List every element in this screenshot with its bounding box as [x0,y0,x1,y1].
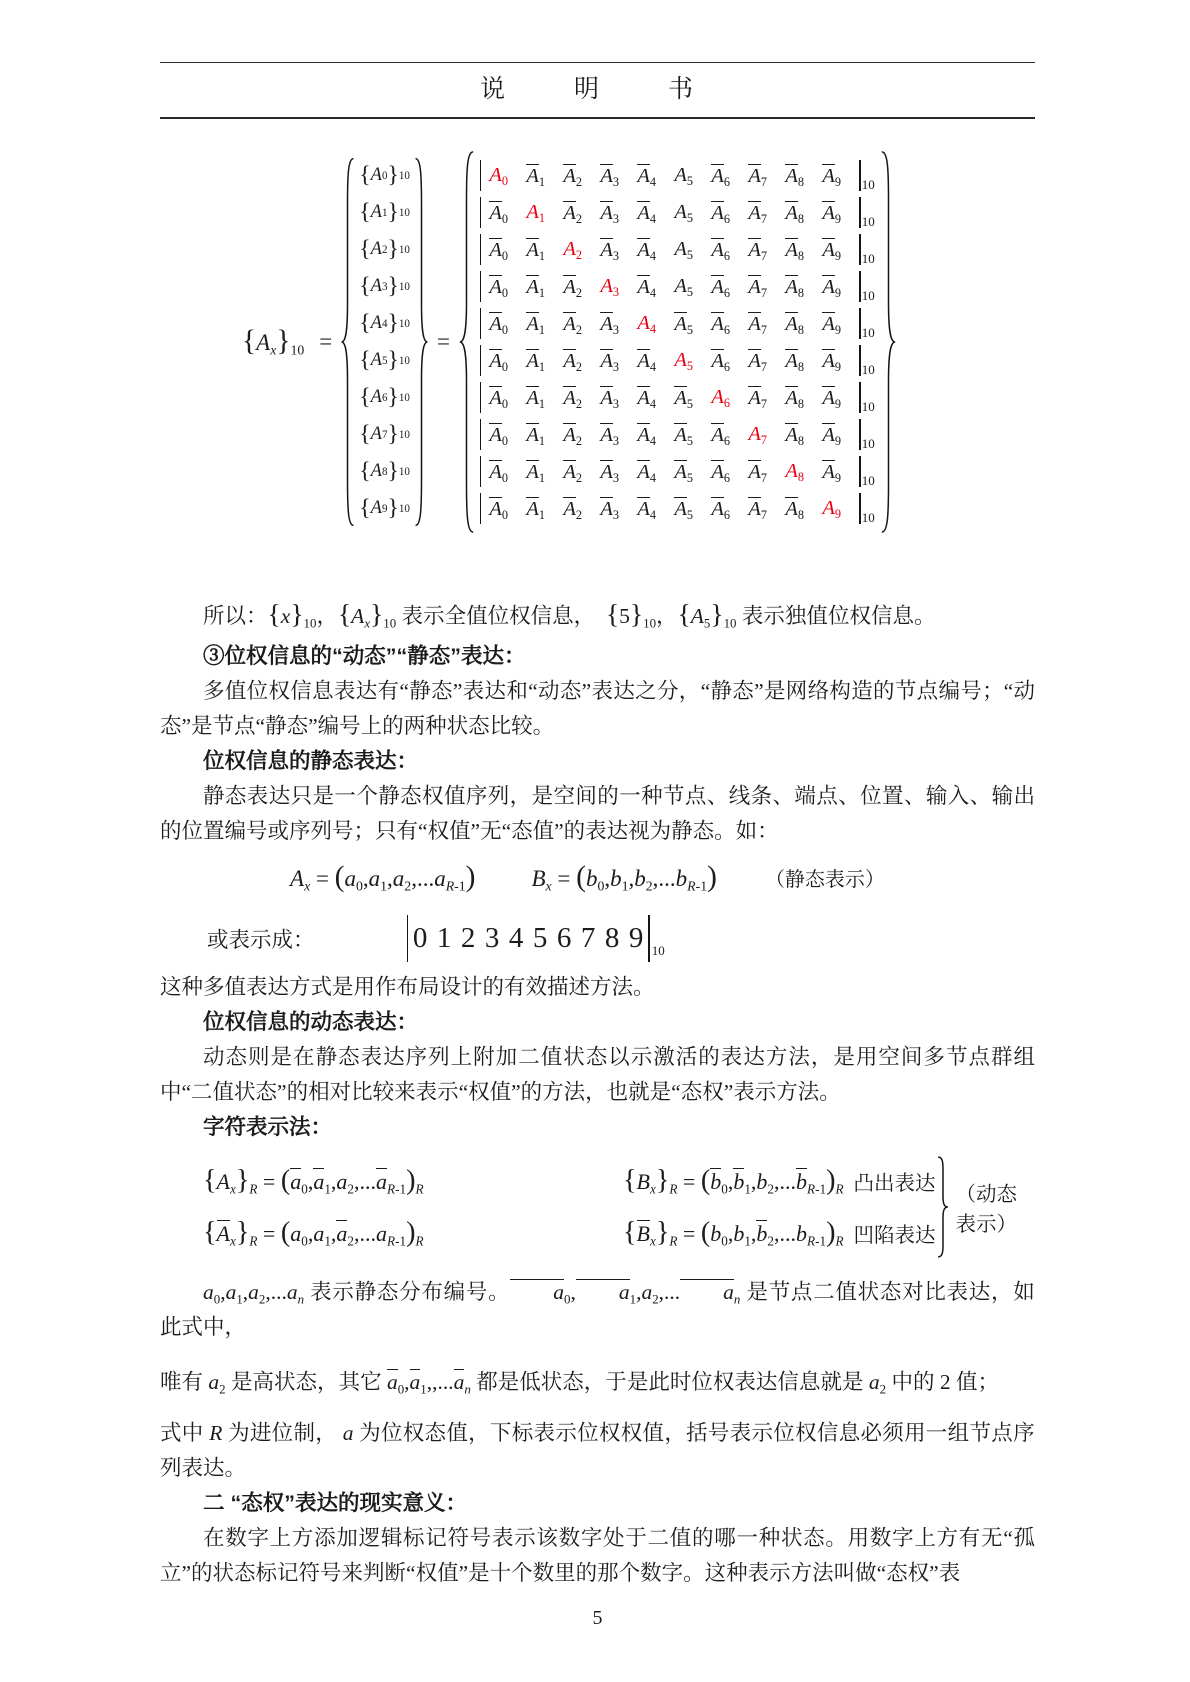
vector-entry: { A 3 } 10 [359,272,410,299]
row-left-bar [480,382,481,413]
matrix-cell: $A_9$ [822,238,842,263]
vector-entry: { A 1 } 10 [359,198,410,225]
weight-matrix-equation [242,143,1035,541]
section-heading-dynamic: 位权信息的动态表达： [203,1010,419,1035]
row-right-bar [859,493,860,524]
recess-label: 凹陷表达 [853,1225,936,1248]
matrix-cell: $A_5$ [674,423,694,448]
matrix-cell: $A_4$ [637,275,657,300]
left-curly-brace [339,151,356,533]
digit: 9 [628,921,644,954]
matrix-cell: $A_7$ [748,349,768,374]
matrix-cell: $A_8$ [785,497,805,522]
row-right-bar [859,456,860,487]
matrix-cell: $A_3$ [600,423,620,448]
static-formula-b: $B_x = (b_0,b_1,b_2,...b_{R-1})$ [531,861,717,894]
matrix-cell: $A_5$ [674,164,694,189]
vector-entry: { A 6 } 10 [359,383,410,410]
row-radix-subscript: 10 [861,288,875,303]
paragraph-nodes: $a_0,a_1,a_2,...a_n$ 表示静态分布编号。 $a_0$, $a_1,a_2$,... $a_n$ 是节点二值状态对比表达，如此式中， [160,1280,1035,1340]
matrix-cell: $A_4$ [637,349,657,374]
paragraph-layout: 这种多值表达方式是用作布局设计的有效描述方法。 [160,975,655,1000]
dynamic-formula-c: $\{A_x\}_R = (a_0,a_1,a_2,...a_{R-1})_R$ [203,1217,424,1249]
dynamic-formula-a: $\{A_x\}_R = (a_0,a_1,a_2,...a_{R-1})_R$ [203,1165,424,1197]
matrix-cell: $A_8$ [785,386,805,411]
static-formula-note: （静态表示） [764,869,885,892]
matrix-cell: $A_9$ [822,349,842,374]
matrix-cell: $A_1$ [526,386,546,411]
matrix-row [480,453,875,490]
matrix-cell: $A_4$ [637,497,657,522]
equation-lhs: $\{A_x\}_{10}$ [242,325,305,358]
equals-sign: = [319,329,333,354]
matrix-cell: $A_7$ [748,386,768,411]
right-curly-brace [936,1155,950,1259]
row-radix-subscript: 10 [861,473,875,488]
matrix-cell: $A_0$ [489,275,509,300]
matrix-cell: $A_2$ [563,275,583,300]
matrix-cell: $A_4$ [637,312,657,337]
matrix-cell: $A_0$ [489,201,509,226]
matrix-cell: $A_3$ [600,201,620,226]
matrix-cell: $A_2$ [563,238,583,263]
vector-entry: { A 8 } 10 [359,457,410,484]
matrix-cell: $A_6$ [711,238,731,263]
row-radix-subscript: 10 [861,325,875,340]
digit-sequence [407,915,665,962]
matrix-cell: $A_8$ [785,238,805,263]
row-right-bar [859,234,860,265]
paragraph-notation: 式中 R 为进位制， a 为位权态值，下标表示位权权值，括号表示位权信息必须用一组节点序列表达。 [160,1421,1035,1481]
matrix-cell: $A_2$ [563,423,583,448]
section-heading-static: 位权信息的静态表达： [203,749,419,773]
matrix-cell: $A_3$ [600,164,620,189]
vector-entry: { A 7 } 10 [359,420,410,447]
matrix-row [480,268,875,305]
matrix-cell: $A_4$ [637,201,657,226]
matrix-cell: $A_2$ [563,497,583,522]
static-formula-a: $A_x = (a_0,a_1,a_2,...a_{R-1})$ [290,861,476,894]
matrix-cell: $A_3$ [600,497,620,522]
dynamic-formula-rows [203,1155,936,1259]
right-curly-brace [413,151,430,533]
matrix-cell: $A_9$ [822,201,842,226]
matrix-cell: $A_8$ [785,349,805,374]
matrix-row [480,416,875,453]
digit-list [408,922,648,955]
right-bar [648,915,650,962]
matrix-cell: $A_4$ [637,238,657,263]
vector-entry: { A 9 } 10 [359,494,410,521]
matrix-cell: $A_1$ [526,349,546,374]
matrix-cell: $A_5$ [674,238,694,263]
matrix-cell: $A_8$ [785,460,805,485]
matrix-cell: $A_2$ [563,460,583,485]
matrix-cell: $A_1$ [526,275,546,300]
dynamic-formula-block [203,1155,1035,1259]
matrix-cell: $A_8$ [785,164,805,189]
row-right-bar [859,160,860,191]
matrix-cell: $A_3$ [600,386,620,411]
matrix-cell: $A_3$ [600,460,620,485]
matrix-cell: $A_6$ [711,386,731,411]
digit: 6 [556,921,572,954]
matrix-cell: $A_7$ [748,238,768,263]
matrix-cell: $A_6$ [711,275,731,300]
matrix-cell: $A_6$ [711,497,731,522]
row-left-bar [480,456,481,487]
matrix-cell: $A_4$ [637,386,657,411]
matrix-cell: $A_0$ [489,423,509,448]
matrix-cell: $A_6$ [711,460,731,485]
matrix-cell: $A_9$ [822,497,842,522]
matrix-row [480,342,875,379]
row-radix-subscript: 10 [861,177,875,192]
matrix-cell: $A_4$ [637,460,657,485]
matrix-cell: $A_9$ [822,275,842,300]
matrix-row [480,490,875,527]
or-express-label: 或表示成： [207,927,315,952]
matrix-cell: $A_2$ [563,386,583,411]
matrix-cell: $A_9$ [822,423,842,448]
matrix-cell: $A_4$ [637,164,657,189]
digit: 5 [532,921,548,954]
equation-vector-entries [359,157,410,527]
right-curly-brace [879,144,898,540]
page-body [160,62,1035,1630]
conclusion-line: 所以：$\{x\}_{10}$，$\{A_x\}_{10}$ 表示全值位权信息， $\{5\}_{10}$，$\{A_5\}_{10}$ 表示独值位权信息。 [203,598,936,631]
matrix-cell: $A_5$ [674,497,694,522]
matrix-cell: $A_3$ [600,238,620,263]
static-formula-row [290,863,1035,892]
dynamic-formula-row-2 [203,1207,936,1259]
matrix-cell: $A_0$ [489,349,509,374]
matrix-cell: $A_8$ [785,423,805,448]
matrix-cell: $A_1$ [526,423,546,448]
matrix-row [480,379,875,416]
matrix-cell: $A_9$ [822,164,842,189]
matrix-cell: $A_7$ [748,201,768,226]
matrix-cell: $A_0$ [489,164,509,189]
matrix-cell: $A_1$ [526,238,546,263]
row-left-bar [480,345,481,376]
matrix-cell: $A_8$ [785,201,805,226]
matrix-cell: $A_6$ [711,349,731,374]
digit: 4 [508,921,524,954]
matrix-cell: $A_5$ [674,312,694,337]
dynamic-formula-b: $\{B_x\}_R = (b_0,b_1,b_2,...b_{R-1})_R$ [623,1165,844,1197]
matrix-cell: $A_7$ [748,423,768,448]
matrix-cell: $A_6$ [711,312,731,337]
paragraph-dynamic: 动态则是在静态表达序列上附加二值状态以示激活的表达方法，是用空间多节点群组中“二值状态”的相对比较来表示“权值”的方法，也就是“态权”表示方法。 [160,1045,1035,1105]
row-left-bar [480,419,481,450]
matrix-cell: $A_3$ [600,312,620,337]
matrix-cell: $A_0$ [489,497,509,522]
header-rule-bottom [160,117,1035,119]
row-radix-subscript: 10 [861,214,875,229]
matrix-cell: $A_2$ [563,201,583,226]
digit: 1 [436,921,452,954]
matrix-cell: $A_5$ [674,275,694,300]
digit-sequence-row [207,912,1035,964]
matrix-cell: $A_1$ [526,312,546,337]
paragraph-meaning: 在数字上方添加逻辑标记符号表示该数字处于二值的哪一种状态。用数字上方有无“孤立”的状态标记符号来判断“权值”是十个数里的那个数字。这种表示方法叫做“态权”表 [160,1526,1035,1586]
vector-entry: { A 4 } 10 [359,309,410,336]
document-title: 说 明 书 [479,76,715,103]
vector-entry: { A 2 } 10 [359,235,410,262]
matrix-cell: $A_3$ [600,349,620,374]
matrix-cell: $A_2$ [563,312,583,337]
page-number: 5 [592,1607,603,1630]
matrix-cell: $A_0$ [489,386,509,411]
matrix-cell: $A_6$ [711,423,731,448]
matrix-cell: $A_5$ [674,386,694,411]
matrix-cell: $A_6$ [711,201,731,226]
left-curly-brace [457,144,476,540]
matrix-cell: $A_1$ [526,497,546,522]
row-right-bar [859,308,860,339]
matrix-row [480,194,875,231]
section-heading-dynamic-static: ③位权信息的“动态”“静态”表达： [203,644,526,668]
matrix-cell: $A_2$ [563,164,583,189]
matrix-cell: $A_9$ [822,312,842,337]
digit: 3 [484,921,500,954]
row-left-bar [480,308,481,339]
row-left-bar [480,197,481,228]
row-right-bar [859,382,860,413]
paragraph-static: 静态表达只是一个静态权值序列，是空间的一种节点、线条、端点、位置、输入、输出的位置编号或序列号；只有“权值”无“态值”的表达视为静态。如： [160,784,1035,843]
digit: 0 [412,921,428,954]
vector-entry: { A 5 } 10 [359,346,410,373]
dynamic-note: （动态表示） [955,1184,1018,1237]
equals-sign: = [436,329,450,354]
matrix-cell: $A_9$ [822,386,842,411]
digit: 8 [604,921,620,954]
matrix-cell: $A_0$ [489,238,509,263]
vector-entry: { A 0 } 10 [359,161,410,188]
matrix-cell: $A_2$ [563,349,583,374]
radix-subscript: 10 [651,942,665,958]
matrix-cell: $A_5$ [674,460,694,485]
matrix-row [480,157,875,194]
section-heading-meaning: 二 “态权”表达的现实意义： [203,1491,467,1516]
row-radix-subscript: 10 [861,251,875,266]
matrix-cell: $A_3$ [600,275,620,300]
matrix-cell: $A_4$ [637,423,657,448]
matrix-cell: $A_6$ [711,164,731,189]
matrix-cell: $A_5$ [674,349,694,374]
digit: 2 [460,921,476,954]
matrix-cell: $A_9$ [822,460,842,485]
matrix-cell: $A_7$ [748,275,768,300]
dynamic-formula-row-1 [203,1155,936,1207]
equation-matrix-rows [480,157,875,527]
row-left-bar [480,271,481,302]
row-right-bar [859,419,860,450]
matrix-cell: $A_1$ [526,201,546,226]
matrix-row [480,231,875,268]
row-radix-subscript: 10 [861,510,875,525]
matrix-cell: $A_0$ [489,460,509,485]
matrix-cell: $A_8$ [785,312,805,337]
protrude-label: 凸出表达 [853,1173,936,1196]
matrix-cell: $A_1$ [526,460,546,485]
row-left-bar [480,160,481,191]
matrix-cell: $A_1$ [526,164,546,189]
digit: 7 [580,921,596,954]
row-left-bar [480,234,481,265]
matrix-cell: $A_7$ [748,497,768,522]
row-radix-subscript: 10 [861,399,875,414]
matrix-cell: $A_7$ [748,164,768,189]
dynamic-formula-d: $\{B_x\}_R = (b_0,b_1,b_2,...b_{R-1})_R$ [623,1217,844,1249]
paragraph-intro: 多值位权信息表达有“静态”表达和“动态”表达之分，“静态”是网络构造的节点编号；“动态”是节点“静态”编号上的两种状态比较。 [160,679,1035,738]
row-radix-subscript: 10 [861,362,875,377]
matrix-cell: $A_7$ [748,312,768,337]
matrix-cell: $A_5$ [674,201,694,226]
row-radix-subscript: 10 [861,436,875,451]
matrix-row [480,305,875,342]
row-right-bar [859,271,860,302]
section-heading-char: 字符表示法： [203,1115,333,1140]
matrix-cell: $A_7$ [748,460,768,485]
paragraph-states: 唯有 $a_2$ 是高状态，其它 $a_0,a_1,,...a_n$ 都是低状态，于是此时位权表达信息就是 $a_2$ 中的 2 值； [160,1370,999,1397]
matrix-cell: $A_0$ [489,312,509,337]
matrix-cell: $A_8$ [785,275,805,300]
row-right-bar [859,197,860,228]
row-right-bar [859,345,860,376]
row-left-bar [480,493,481,524]
